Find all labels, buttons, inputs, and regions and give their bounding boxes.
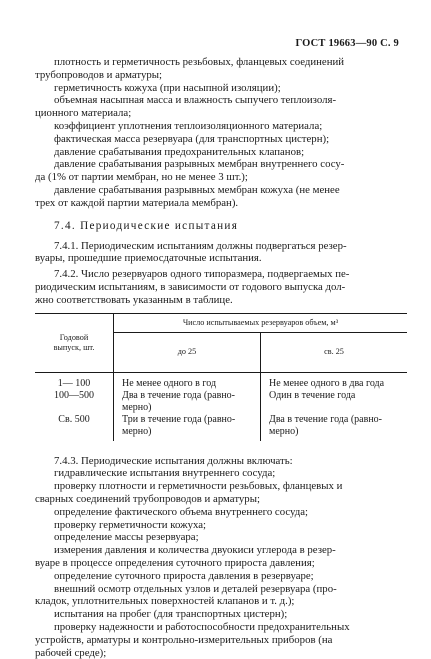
- cell-text: Два в течение года (равно-: [269, 414, 403, 426]
- column-header-year-line: Годовой: [35, 333, 113, 343]
- page-header: ГОСТ 19663—90 С. 9: [296, 38, 399, 49]
- text-line: рабочей среде);: [35, 647, 407, 659]
- text-line: гидравлические испытания внутреннего сосуда;: [35, 467, 407, 480]
- cell-text: мерно): [122, 402, 256, 414]
- text-line: коэффициент уплотнения теплоизоляционного материала;: [35, 120, 407, 133]
- table-cell-over-25: [261, 372, 408, 441]
- cell-text: мерно): [269, 426, 403, 441]
- text-line: определение фактического объема внутреннего сосуда;: [35, 506, 407, 519]
- table-cell-up-to-25: [114, 372, 261, 441]
- text-line: определение массы резервуара;: [35, 531, 407, 544]
- text-line: 7.4.3. Периодические испытания должны включать:: [35, 455, 407, 468]
- text-line: испытания на пробег (для транспортных цистерн);: [35, 608, 407, 621]
- text-line: 7.4.1. Периодическим испытаниям должны подвергаться резер-: [35, 240, 407, 253]
- text-line: 7.4.2. Число резервуаров одного типоразмера, подвергаемых пе-: [35, 268, 407, 281]
- column-group-header: Число испытываемых резервуаров объем, м³: [114, 313, 408, 332]
- text-line: проверку герметичности кожуха;: [35, 519, 407, 532]
- text-line: проверку надежности и работоспособности предохранительных: [35, 621, 407, 634]
- section-number: 7.4.: [54, 220, 76, 232]
- text-line: сварных соединений трубопроводов и арматуры;: [35, 493, 407, 506]
- paragraph-7-4-1: [35, 240, 407, 266]
- text-line: кладок, уплотнительных поверхностей клапанов и т. д.);: [35, 595, 407, 608]
- paragraph-7-4-3: [35, 455, 407, 659]
- text-line: давление срабатывания разрывных мембран внутреннего сосу-: [35, 158, 407, 171]
- column-header-year: [35, 313, 114, 372]
- text-line: трубопроводов и арматуры;: [35, 69, 407, 82]
- text-line: давление срабатывания предохранительных клапанов;: [35, 146, 407, 159]
- text-line: определение суточного прироста давления в резервуаре;: [35, 570, 407, 583]
- text-line: измерения давления и количества двуокиси углерода в резер-: [35, 544, 407, 557]
- text-line: вуары, прошедшие приемосдаточные испытания.: [35, 252, 407, 265]
- column-header-over-25: св. 25: [261, 332, 408, 372]
- cell-text: Три в течение года (равно-: [122, 414, 256, 426]
- text-line: риодическим испытаниям, в зависимости от годового выпуска дол-: [35, 281, 407, 294]
- text-line: плотность и герметичность резьбовых, фланцевых соединений: [35, 56, 407, 69]
- cell-text: Не менее одного в два года: [269, 378, 403, 390]
- text-line: да (1% от партии мембран, но не менее 3 шт.);: [35, 171, 407, 184]
- text-line: ционного материала;: [35, 107, 407, 120]
- paragraph-7-4-2: [35, 268, 407, 306]
- document-body: [35, 56, 407, 659]
- text-line: внешний осмотр отдельных узлов и деталей резервуара (про-: [35, 583, 407, 596]
- column-header-up-to-25: до 25: [114, 332, 261, 372]
- cell-text: Два в течение года (равно-: [122, 390, 256, 402]
- text-line: вуаре в процессе определения суточного прироста давления;: [35, 557, 407, 570]
- text-line: устройств, арматуры и контрольно-измерительных приборов (на: [35, 634, 407, 647]
- year-value: 100—500: [35, 390, 113, 402]
- year-value: Св. 500: [35, 414, 113, 426]
- intro-list: [35, 56, 407, 210]
- text-line: герметичность кожуха (при насыпной изоляции);: [35, 82, 407, 95]
- text-line: фактическая масса резервуара (для транспортных цистерн);: [35, 133, 407, 146]
- text-line: жно соответствовать указанным в таблице.: [35, 294, 407, 307]
- year-value: 1— 100: [35, 378, 113, 390]
- test-count-table: [35, 313, 407, 441]
- text-line: проверку плотности и герметичности резьбовых, фланцевых и: [35, 480, 407, 493]
- section-heading: [35, 220, 407, 233]
- section-title: Периодические испытания: [80, 220, 238, 232]
- cell-text: мерно): [122, 426, 256, 441]
- text-line: трех от каждой партии материала мембран).: [35, 197, 407, 210]
- cell-text: Не менее одного в год: [122, 378, 256, 390]
- text-line: давление срабатывания разрывных мембран кожуха (не менее: [35, 184, 407, 197]
- column-header-year-line: выпуск, шт.: [35, 343, 113, 353]
- cell-text: Один в течение года: [269, 390, 403, 402]
- table-row: [35, 372, 407, 441]
- text-line: объемная насыпная масса и влажность сыпучего теплоизоля-: [35, 94, 407, 107]
- table-cell-year: [35, 372, 114, 441]
